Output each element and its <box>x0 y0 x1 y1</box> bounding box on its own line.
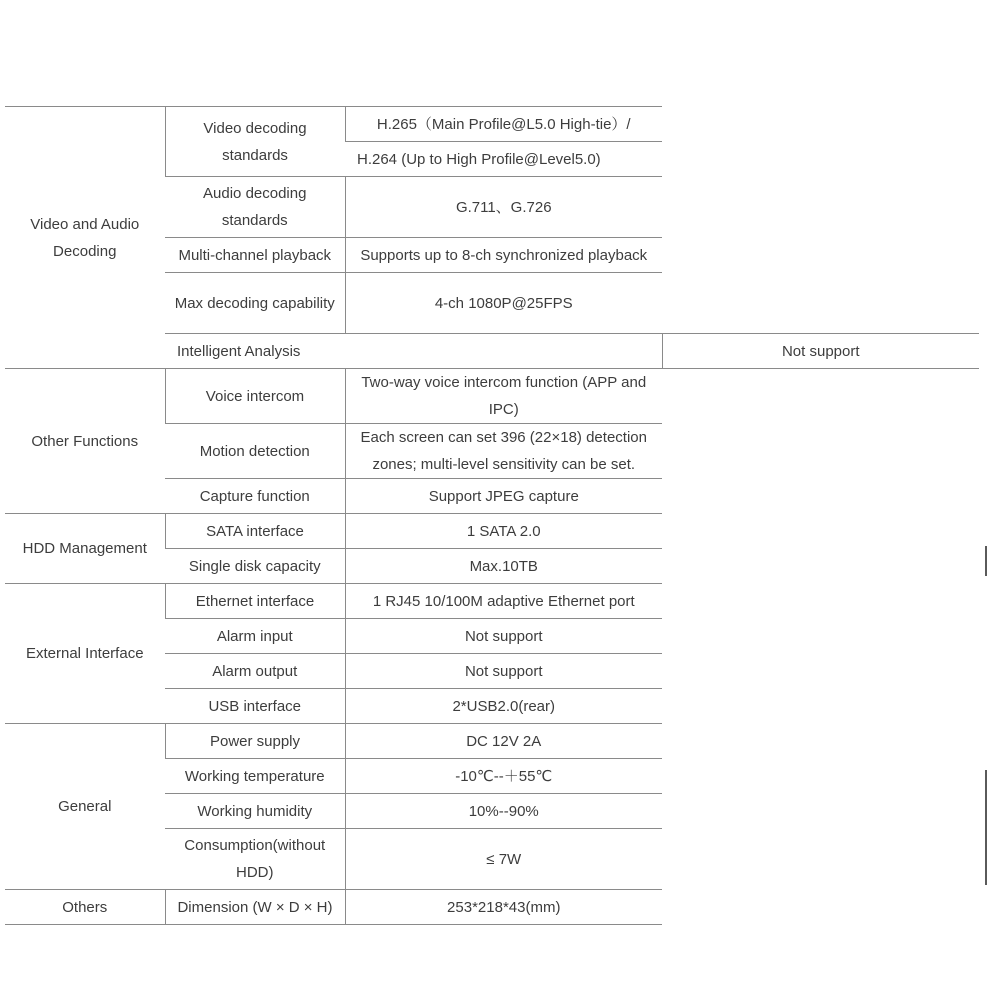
value-intelligent: Not support <box>662 334 979 369</box>
table-row <box>5 514 979 549</box>
spec-table <box>5 106 979 925</box>
table-row <box>5 890 979 925</box>
value-power: DC 12V 2A <box>345 724 662 759</box>
value-motion-detection: Each screen can set 396 (22×18) detection zones; multi-level sensitivity can be set. <box>345 424 662 479</box>
group-others: Others <box>5 890 165 925</box>
value-disk-capacity: Max.10TB <box>345 549 662 584</box>
value-alarm-input: Not support <box>345 619 662 654</box>
group-general: General <box>5 724 165 890</box>
value-temperature: -10℃--＋55℃ <box>345 759 662 794</box>
group-intelligent: Intelligent Analysis <box>165 334 662 369</box>
label-dimension: Dimension (W × D × H) <box>165 890 345 925</box>
table-row <box>5 369 979 424</box>
value-video-decoding-h264: H.264 (Up to High Profile@Level5.0) <box>345 142 662 177</box>
label-consumption: Consumption(without HDD) <box>165 829 345 890</box>
value-sata: 1 SATA 2.0 <box>345 514 662 549</box>
label-power: Power supply <box>165 724 345 759</box>
value-audio-decoding: G.711、G.726 <box>345 177 662 238</box>
label-usb: USB interface <box>165 689 345 724</box>
right-edge-mark <box>985 546 987 576</box>
value-multi-playback: Supports up to 8-ch synchronized playback <box>345 238 662 273</box>
group-video-audio: Video and Audio Decoding <box>5 107 165 369</box>
group-hdd: HDD Management <box>5 514 165 584</box>
table-row <box>5 724 979 759</box>
label-alarm-output: Alarm output <box>165 654 345 689</box>
label-voice-intercom: Voice intercom <box>165 369 345 424</box>
label-temperature: Working temperature <box>165 759 345 794</box>
value-alarm-output: Not support <box>345 654 662 689</box>
table-row <box>5 584 979 619</box>
label-disk-capacity: Single disk capacity <box>165 549 345 584</box>
label-motion-detection: Motion detection <box>165 424 345 479</box>
group-external: External Interface <box>5 584 165 724</box>
right-edge-mark <box>985 770 987 885</box>
value-capture: Support JPEG capture <box>345 479 662 514</box>
label-humidity: Working humidity <box>165 794 345 829</box>
label-audio-decoding: Audio decoding standards <box>165 177 345 238</box>
label-multi-playback: Multi-channel playback <box>165 238 345 273</box>
value-video-decoding-h265: H.265（Main Profile@L5.0 High-tie）/ <box>345 107 662 142</box>
value-dimension: 253*218*43(mm) <box>345 890 662 925</box>
table-row <box>5 107 979 142</box>
value-usb: 2*USB2.0(rear) <box>345 689 662 724</box>
label-capture: Capture function <box>165 479 345 514</box>
value-voice-intercom: Two-way voice intercom function (APP and IPC) <box>345 369 662 424</box>
value-humidity: 10%--90% <box>345 794 662 829</box>
label-ethernet: Ethernet interface <box>165 584 345 619</box>
label-sata: SATA interface <box>165 514 345 549</box>
group-other-functions: Other Functions <box>5 369 165 514</box>
label-alarm-input: Alarm input <box>165 619 345 654</box>
value-max-decoding: 4-ch 1080P@25FPS <box>345 273 662 334</box>
label-max-decoding: Max decoding capability <box>165 273 345 334</box>
value-ethernet: 1 RJ45 10/100M adaptive Ethernet port <box>345 584 662 619</box>
label-video-decoding: Video decoding standards <box>165 107 345 177</box>
value-consumption: ≤ 7W <box>345 829 662 890</box>
